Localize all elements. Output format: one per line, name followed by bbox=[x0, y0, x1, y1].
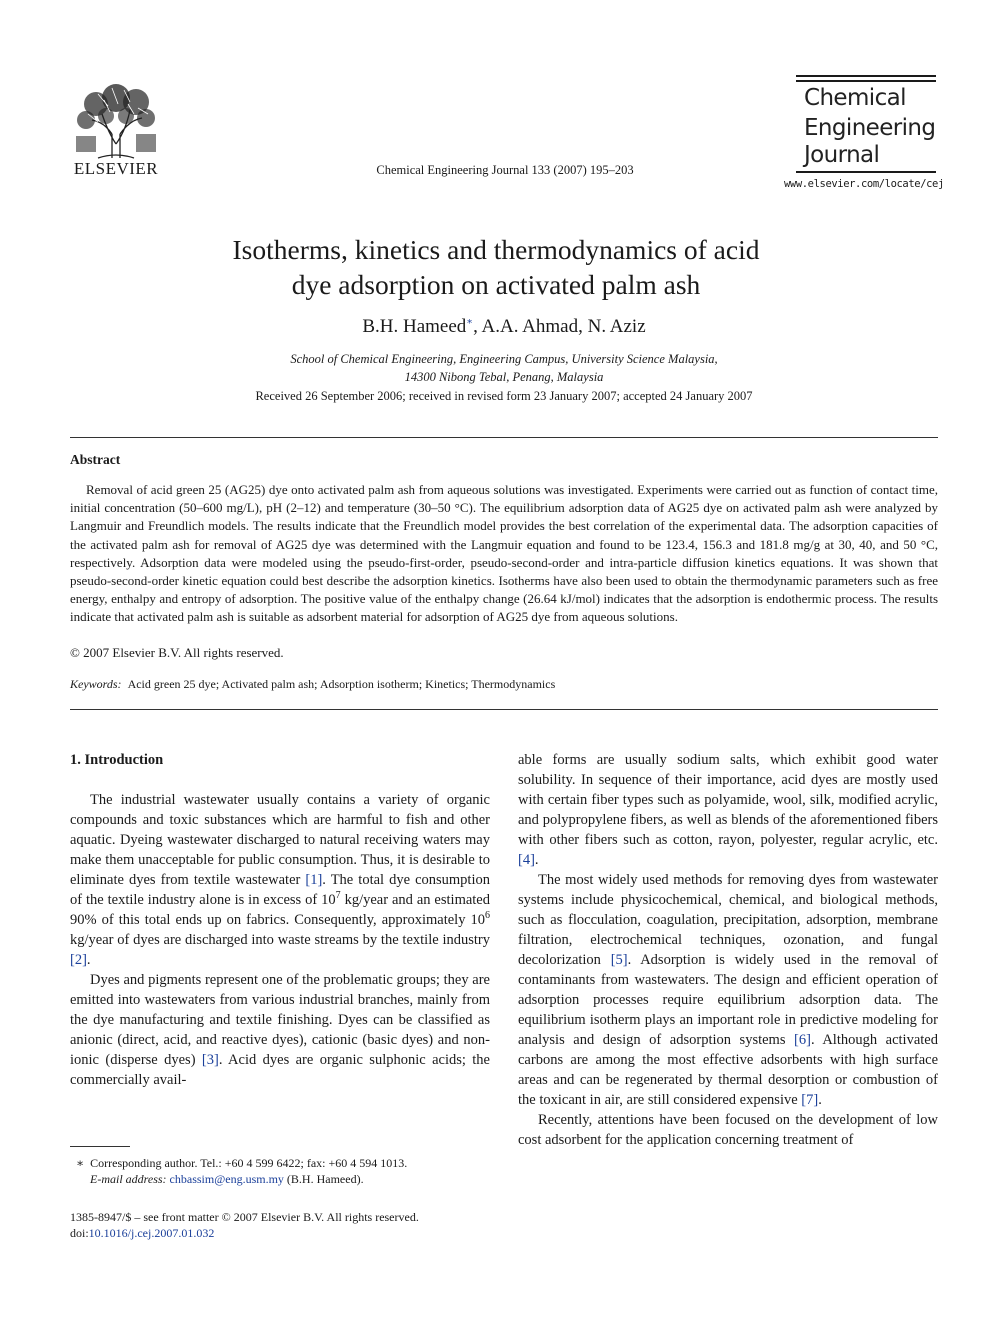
article-history-dates: Received 26 September 2006; received in revised form 23 January 2007; accepted 24 January 2007 bbox=[255, 389, 753, 403]
publisher-name: ELSEVIER bbox=[73, 159, 159, 178]
paragraph-3-text-c: . Although activated carbons are among the most effective adsorbents with high surface areas and can be regenerated by thermal desorption or combustion of the toxicant in air, are still considered expensive bbox=[518, 1032, 938, 1108]
paragraph-2-text-c: . bbox=[534, 852, 539, 868]
author-list bbox=[150, 316, 858, 338]
doi-link[interactable]: 10.1016/j.cej.2007.01.032 bbox=[88, 1226, 215, 1240]
keywords bbox=[70, 677, 938, 692]
affiliation bbox=[150, 350, 858, 386]
abstract-text: Removal of acid green 25 (AG25) dye onto activated palm ash from aqueous solutions was investigated. Experiments were carried out as function of contact time, initial concentration (50–600 mg/L), pH (2–12) and temperature (30–50 °C). The equilibrium adsorption data of AG25 dye on activated palm ash were analyzed by Langmuir and Freundlich models. The results indicate that the Freundlich model provides the best correlation of the experimental data. The adsorption capacities of the activated palm ash for removal of AG25 dye was determined with the Langmuir equation and found to be 123.4, 156.3 and 181.8 mg/g at 30, 40, and 50 °C, respectively. Adsorption data were modeled using the pseudo-first-order, pseudo-second-order and intra-particle diffusion kinetics equations. It was shown that pseudo-second-order kinetic equation could best describe the adsorption kinetics. Isotherms have also been used to obtain the thermodynamic parameters such as free energy, enthalpy and entropy of adsorption. The positive value of the enthalpy change (26.64 kJ/mol) indicates that the adsorption is endothermic process. The results indicate that activated palm ash is suitable as adsorbent material for adsorption of AG25 dye from aqueous solutions. bbox=[70, 482, 938, 625]
paragraph-3-text-a: The most widely used methods for removing dyes from wastewater systems include physicochemical, chemical, and biological methods, such as flocculation, coagulation, precipitation, adsorption, membrane filtration, electrochemical techniques, ozonation, and fungal decolorization bbox=[518, 872, 938, 968]
journal-citation: Chemical Engineering Journal 133 (2007) 195–203 bbox=[376, 163, 634, 177]
footnote-contact: Corresponding author. Tel.: +60 4 599 6422; fax: +60 4 594 1013. bbox=[90, 1156, 408, 1170]
citation-1[interactable]: [1] bbox=[305, 872, 323, 888]
citation-5[interactable]: [5] bbox=[610, 952, 628, 968]
affiliation-line-2: 14300 Nibong Tebal, Penang, Malaysia bbox=[404, 370, 604, 384]
author-email-link[interactable]: chbassim@eng.usm.my bbox=[169, 1172, 284, 1186]
citation-2[interactable]: [2] bbox=[70, 952, 87, 968]
paragraph-3 bbox=[518, 870, 938, 1110]
keywords-label: Keywords: bbox=[70, 677, 122, 691]
journal-logo-line-3: Journal bbox=[804, 142, 880, 168]
corresponding-author-footnote bbox=[70, 1155, 490, 1187]
body-column-left bbox=[70, 750, 490, 1090]
footnote-mark: ∗ bbox=[76, 1156, 85, 1170]
doi-label: doi: bbox=[70, 1226, 89, 1240]
paragraph-1 bbox=[70, 790, 490, 970]
abstract-copyright: © 2007 Elsevier B.V. All rights reserved. bbox=[70, 645, 284, 660]
article-title-line-1: Isotherms, kinetics and thermodynamics of acid bbox=[232, 234, 760, 265]
paragraph-1-text-b: . The total dye consumption of the textile industry alone is in excess of 10 bbox=[70, 872, 490, 908]
paragraph-4: Recently, attentions have been focused on the development of low cost adsorbent for the application concerning treatment of bbox=[518, 1112, 938, 1148]
paragraph-2-text-b-continued: able forms are usually sodium salts, which exhibit good water solubility. In sequence of their importance, acid dyes are mostly used with certain fiber types such as polyamide, wool, silk, modified acrylic, and polypropylene fibers, as well as blends of the aforementioned fibers with other fibers such as cotton, rayon, polyester, regular acrylic, etc. bbox=[518, 752, 938, 848]
article-title-line-2: dye adsorption on activated palm ash bbox=[291, 269, 701, 300]
issn-line: 1385-8947/$ – see front matter © 2007 Elsevier B.V. All rights reserved. bbox=[70, 1210, 419, 1224]
article-title bbox=[150, 232, 842, 302]
front-matter bbox=[70, 1209, 490, 1241]
citation-6[interactable]: [6] bbox=[794, 1032, 811, 1048]
journal-logo[interactable] bbox=[784, 75, 944, 193]
citation-3[interactable]: [3] bbox=[201, 1052, 219, 1068]
paragraph-3-text-d: . bbox=[818, 1092, 822, 1108]
paragraph-1-text-c: kg/year and an estimated 90% of this total ends up on fabrics. Consequently, approximately 10 bbox=[70, 892, 490, 928]
paragraph-1-text-d: kg/year of dyes are discharged into waste streams by the textile industry bbox=[70, 932, 490, 948]
divider-bottom bbox=[70, 709, 938, 710]
exponent-6: 6 bbox=[485, 910, 490, 922]
paragraph-2-text-b: . Acid dyes are organic sulphonic acids; the commercially avail- bbox=[70, 1052, 490, 1088]
divider-top bbox=[70, 437, 938, 438]
section-heading-introduction: 1. Introduction bbox=[70, 752, 164, 768]
author-names-rest: , A.A. Ahmad, N. Aziz bbox=[473, 316, 646, 337]
journal-url[interactable]: www.elsevier.com/locate/cej bbox=[784, 178, 944, 190]
paragraph-2-text-a: Dyes and pigments represent one of the problematic groups; they are emitted into wastewaters from various industrial branches, mainly from the dye manufacturing and textile finishing. Dyes can be classified as anionic (direct, acid, and reactive dyes), cationic (basic dyes) and non-ionic (disperse dyes) bbox=[70, 972, 490, 1068]
corresponding-author-mark[interactable]: ∗ bbox=[466, 316, 474, 328]
affiliation-line-1: School of Chemical Engineering, Engineering Campus, University Science Malaysia, bbox=[290, 352, 718, 366]
journal-logo-line-1: Chemical bbox=[804, 85, 906, 111]
author-name-1: B.H. Hameed bbox=[362, 316, 467, 337]
exponent-7: 7 bbox=[335, 890, 341, 902]
paragraph-1-text-e: . bbox=[86, 952, 91, 968]
keywords-list: Acid green 25 dye; Activated palm ash; Adsorption isotherm; Kinetics; Thermodynamics bbox=[127, 677, 556, 691]
footnote-divider bbox=[70, 1146, 130, 1147]
abstract-heading: Abstract bbox=[70, 452, 121, 467]
citation-7[interactable]: [7] bbox=[801, 1092, 819, 1108]
paragraph-2-start bbox=[70, 970, 490, 1090]
citation-4[interactable]: [4] bbox=[518, 852, 535, 868]
email-label: E-mail address: bbox=[90, 1172, 167, 1186]
paragraph-2-continued bbox=[518, 750, 938, 870]
body-column-right bbox=[518, 750, 938, 1150]
journal-logo-line-2: Engineering bbox=[804, 115, 936, 141]
email-owner: (B.H. Hameed). bbox=[283, 1172, 364, 1186]
paragraph-3-text-b: . Adsorption is widely used in the removal of contaminants from wastewaters. The design and efficient operation of adsorption processes require equilibrium adsorption data. The equilibrium isotherm plays an important role in predictive modeling for analysis and design of adsorption systems bbox=[518, 952, 939, 1048]
paragraph-1-text-a: The industrial wastewater usually contains a variety of organic compounds and toxic substances which are harmful to fish and other aquatic. Dyeing wastewater discharged to natural receiving waters may make them unacceptable for public consumption. Thus, it is desirable to eliminate dyes from textile wastewater bbox=[70, 792, 490, 888]
